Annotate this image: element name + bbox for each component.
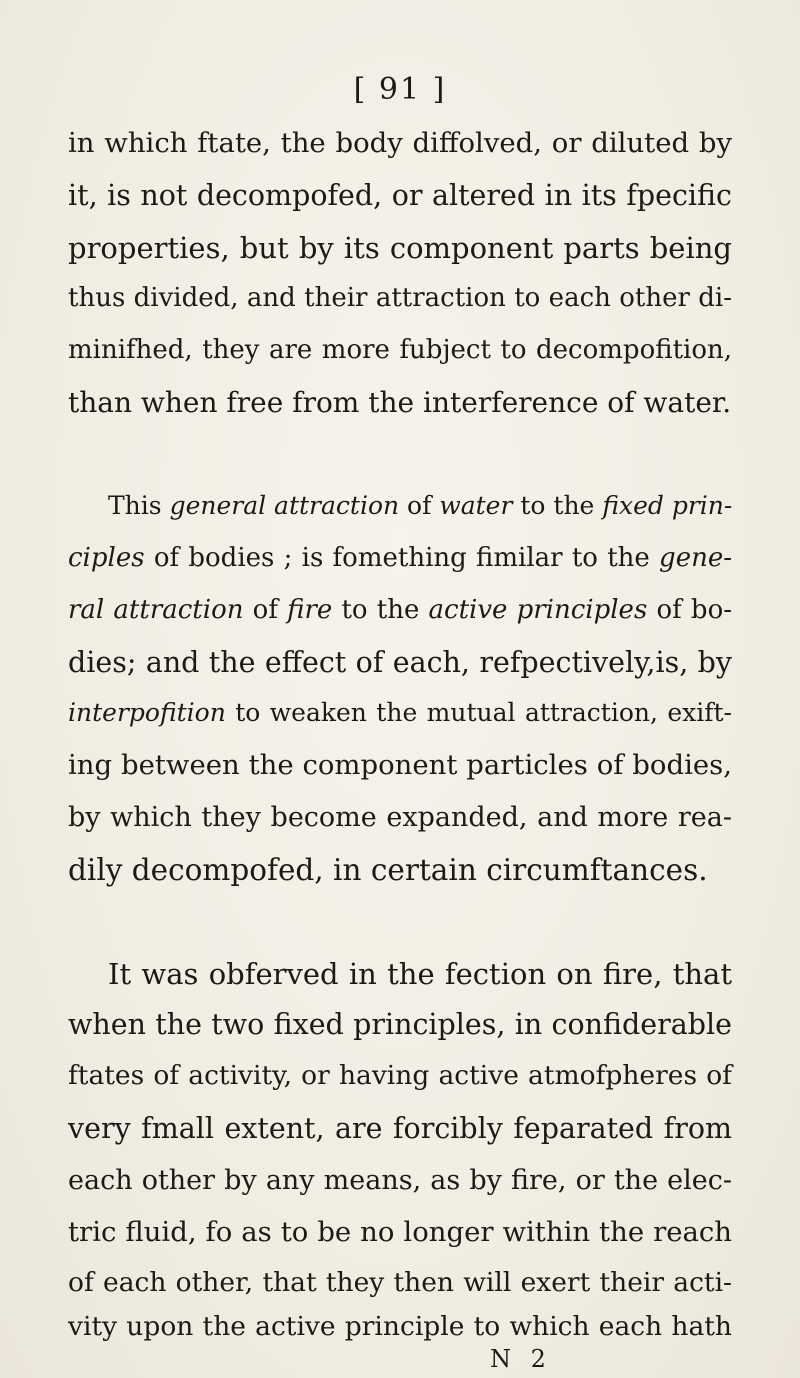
text-segment: of bodies ; is fomething fimilar to the [144, 543, 660, 573]
text-segment: dies; and the effect of each, refpectively,is, by [68, 646, 732, 679]
text-segment: it, is not decompofed, or altered in its fpecific [68, 179, 732, 212]
text-segment: very fmall extent, are forcibly feparated from [68, 1112, 732, 1145]
text-line [68, 386, 732, 419]
text-line [68, 749, 732, 781]
text-segment: tric fluid, fo as to be no longer within the reach [68, 1216, 732, 1248]
text-segment: to weaken the mutual attraction, exift- [225, 698, 732, 727]
text-line [68, 1112, 732, 1145]
text-segment: of each other, that they then will exert their acti- [68, 1267, 732, 1298]
text-segment: It was obferved in the fection on fire, that [108, 957, 732, 991]
text-segment: in which ftate, the body diffolved, or diluted by [68, 127, 732, 159]
text-line [68, 1311, 732, 1342]
text-segment: by which they become expanded, and more rea- [68, 802, 732, 833]
text-segment: each other by any means, as by fire, or the elec- [68, 1165, 732, 1196]
italic-term: ciples [68, 543, 145, 573]
text-segment: than when free from the interference of water. [68, 386, 732, 419]
text-segment: of [243, 595, 288, 625]
text-segment: dily decompofed, in certain circumftances. [68, 853, 708, 887]
italic-term: fixed prin- [602, 491, 733, 520]
italic-term: general attraction [169, 491, 400, 520]
text-segment: of [399, 491, 440, 520]
text-line [68, 804, 732, 831]
text-line [68, 1008, 732, 1041]
signature-mark: N 2 [490, 1345, 552, 1373]
text-line [68, 285, 732, 311]
text-segment: vity upon the active principle to which each hath [68, 1311, 732, 1342]
text-segment: ftates of activity, or having active atmofpheres of [68, 1060, 732, 1091]
italic-term: active principles [428, 595, 648, 625]
text-line [68, 853, 732, 887]
text-line [68, 545, 732, 571]
text-segment: This [108, 491, 170, 520]
text-segment: properties, but by its component parts being [68, 231, 732, 265]
text-line [68, 1216, 732, 1248]
text-line [68, 1267, 732, 1298]
italic-term: gene- [659, 543, 732, 573]
italic-term: water [439, 491, 513, 520]
text-line [108, 493, 732, 518]
text-segment: to the [332, 595, 429, 625]
text-line [68, 337, 732, 363]
text-line [68, 179, 732, 212]
text-line [108, 957, 732, 991]
text-line [68, 231, 732, 265]
text-segment: thus divided, and their attraction to each other di- [68, 283, 732, 313]
text-segment: ing between the component particles of bodies, [68, 749, 732, 781]
italic-term: fire [287, 595, 333, 625]
text-line [68, 1167, 732, 1194]
italic-term: ral attraction [68, 595, 244, 625]
text-line [68, 700, 732, 725]
text-line [68, 1060, 732, 1091]
text-segment: to the [512, 491, 603, 520]
text-segment: of bo- [647, 595, 733, 625]
text-line [68, 646, 732, 679]
text-segment: minifhed, they are more fubject to decompofition, [68, 335, 732, 365]
text-line [68, 597, 732, 623]
text-line [68, 127, 732, 159]
text-segment: when the two fixed principles, in confiderable [68, 1008, 732, 1041]
italic-term: interpofition [68, 698, 226, 727]
page-header: [ 91 ] [353, 72, 447, 107]
